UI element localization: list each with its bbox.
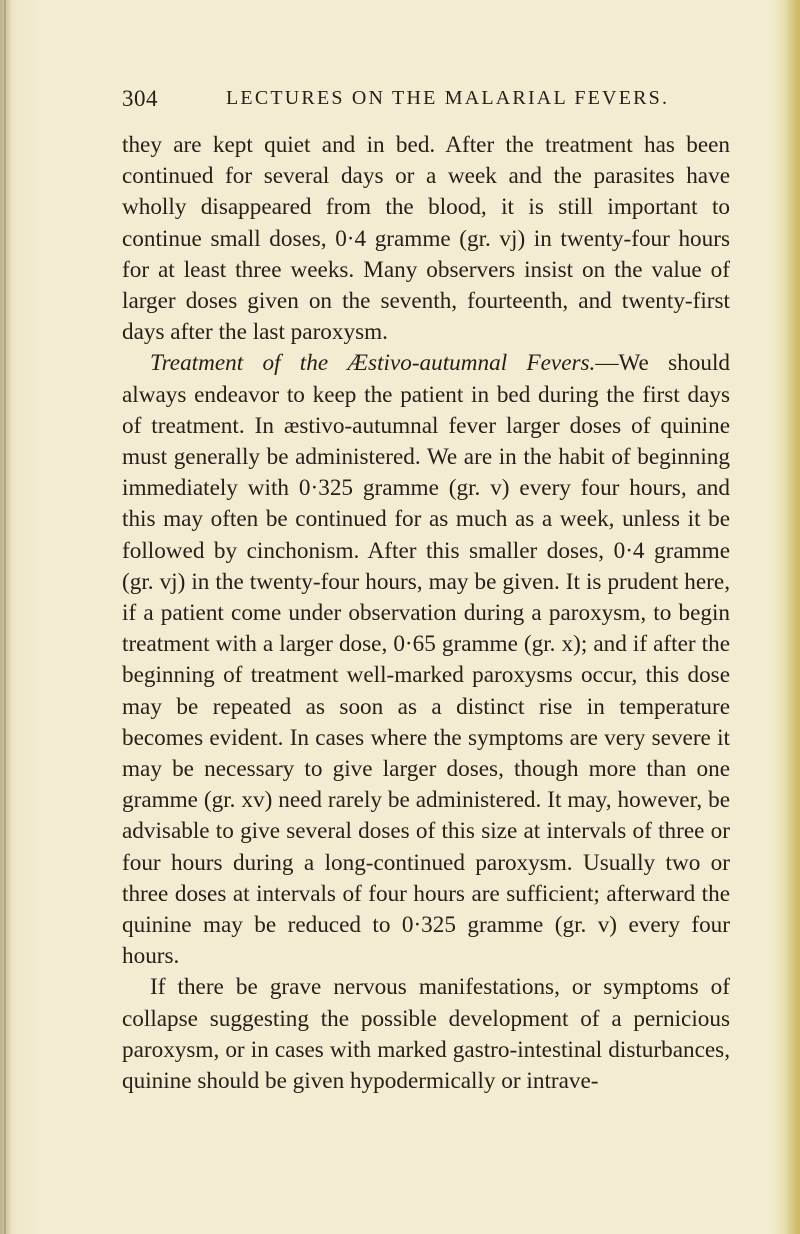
paragraph-3: If there be grave nervous manifestations, or symptoms of collapse suggesting the possible development of a pernicious paroxysm, or in cases with marked gastro-intestinal disturbances, quinine should be given hypodermically or intrave-: [122, 974, 730, 1095]
paragraph-1: they are kept quiet and in bed. After the treatment has been continued for several days or a week and the parasites have wholly disappeared from the blood, it is still important to continue small doses, 0·4 gramme (gr. vj) in twenty-four hours for at least three weeks. Many observers insist on the value of larger doses given on the seventh, fourteenth, and twenty-first days after the last paroxysm.: [122, 132, 730, 346]
page-number: 304: [122, 86, 158, 111]
page-edge: [786, 0, 800, 1234]
section-heading: Treatment of the Æstivo-autumnal Fevers.: [150, 350, 596, 377]
body-text: [122, 130, 730, 1097]
page-header: [122, 86, 730, 116]
paragraph-2-text: —We should always endeavor to keep the patient in bed during the first days of treatment. In æstivo-autumnal fever larger doses of quinine must generally be administered. We are in the habit of beginning immediately with 0·325 gramme (gr. v) every four hours, and this may often be continued for as much as a week, unless it be followed by cinchonism. After this smaller doses, 0·4 gramme (gr. vj) in the twenty-four hours, may be given. It is prudent here, if a patient come under observation during a paroxysm, to begin treatment with a larger dose, 0·65 gramme (gr. x); and if after the beginning of treatment well-marked paroxysms occur, this dose may be repeated as soon as a distinct rise in temperature becomes evident. In cases where the symptoms are very severe it may be necessary to give larger doses, though more than one gramme (gr. xv) need rarely be administered. It may, however, be advisable to give several doses of this size at intervals of three or four hours during a long-continued paroxysm. Usually two or three doses at intervals of four hours are sufficient; afterward the quinine may be reduced to 0·325 gramme (gr. v) every four hours.: [122, 350, 730, 970]
binding-shadow: [4, 0, 6, 1234]
paragraph-2: [122, 348, 730, 972]
running-head: LECTURES ON THE MALARIAL FEVERS.: [226, 87, 670, 109]
